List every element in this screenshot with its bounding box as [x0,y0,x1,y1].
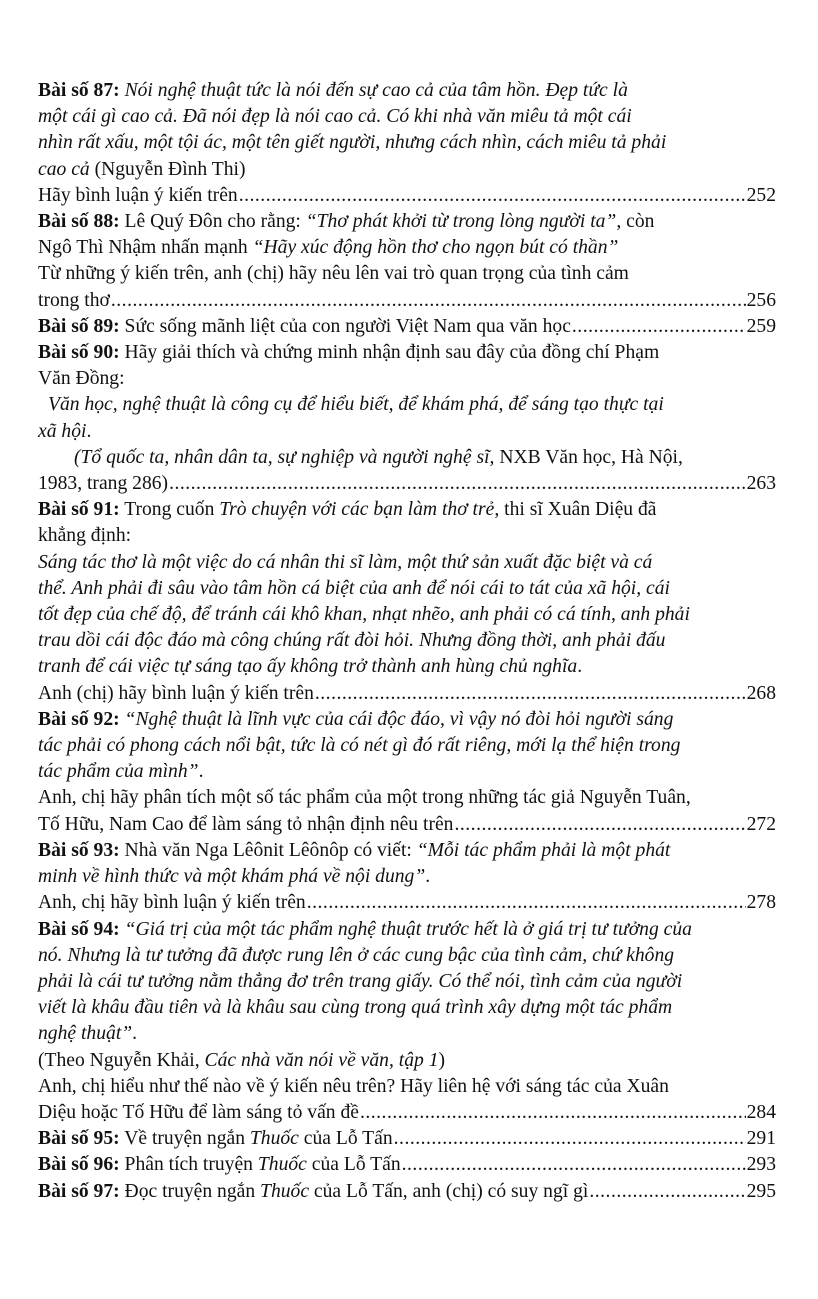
entry-text: Nhà văn Nga Lêônit Lêônôp có viết: [119,839,417,861]
source-title: (Tổ quốc ta, nhân dân ta, sự nghiệp và người nghệ sĩ, [74,446,495,468]
entry-task: Về truyện ngắn [119,1128,250,1150]
toc-line[interactable] [38,183,776,209]
toc-line[interactable] [38,288,776,314]
period: . [577,656,583,678]
leader-dots [394,1126,746,1152]
entry-task: của Lỗ Tấn [298,1128,393,1150]
entry-95 [38,1126,776,1152]
entry-text: Hãy giải thích và chứng minh nhận định sau đây của đồng chí Phạm [119,342,660,364]
quote-line: tốt đẹp của chế độ, để tránh cái khô khan, nhạt nhẽo, anh phải có cá tính, anh phải [38,604,690,626]
entry-text: Anh, chị hãy phân tích một số tác phẩm của một trong những tác giả Nguyễn Tuân, [38,787,691,809]
entry-93 [38,838,776,917]
toc-line[interactable] [38,471,776,497]
quote-line: nó. Nhưng là tư tưởng đã được rung lên ở các cung bậc của tình cảm, chứ không [38,944,675,966]
leader-dots [360,1100,746,1126]
period: . [198,761,204,783]
quote-line: cao cả [38,158,90,180]
quote-line: “Giá trị của một tác phẩm nghệ thuật trước hết là ở giá trị tư tưởng của [119,918,692,940]
leader-dots [572,314,746,340]
work-title: Thuốc [260,1180,310,1202]
toc-line[interactable] [38,681,776,707]
toc-line[interactable] [38,314,776,340]
page-number: 278 [746,892,776,914]
entry-task: trong thơ [38,289,110,311]
quote-line: phải là cái tư tưởng nằm thẳng đơ trên trang giấy. Có thể nói, tình cảm của người [38,970,683,992]
page-number: 263 [746,473,776,495]
page-number: 268 [746,682,776,704]
toc-page [38,78,776,1205]
quote-text: “Mỗi tác phẩm phải là một phát [416,839,671,861]
entry-label: Bài số 94: [38,918,120,940]
leader-dots [315,681,746,707]
quote-line: tranh để cái việc tự sáng tạo ấy không trở thành anh hùng chủ nghĩa [38,656,578,678]
period: . [132,1023,138,1045]
toc-line[interactable] [38,1152,776,1178]
quote-line: tác phẩm của mình” [38,761,199,783]
entry-task: 1983, trang 286) [38,473,169,495]
quote-text: “Thơ phát khởi từ trong lòng người ta” [305,211,617,233]
entry-task: Anh (chị) hãy bình luận ý kiến trên [38,682,314,704]
entry-92 [38,707,776,838]
quote-line: “Nghệ thuật là lĩnh vực của cái độc đáo, vì vậy nó đòi hỏi người sáng [119,708,674,730]
source-author: (Theo Nguyễn Khải, [38,1049,205,1071]
page-number: 295 [746,1180,776,1202]
entry-label: Bài số 87: [38,80,120,101]
page-number: 259 [746,315,776,337]
entry-task: Phân tích truyện [119,1154,258,1176]
entry-91 [38,497,776,707]
entry-task: của Lỗ Tấn, anh (chị) có suy ngĩ gì [309,1180,589,1202]
leader-dots [169,471,746,497]
leader-dots [307,890,746,916]
entry-task: Diệu hoặc Tố Hữu để làm sáng tỏ vấn đề [38,1101,359,1123]
entry-text: khẳng định: [38,525,132,547]
entry-text: Từ những ý kiến trên, anh (chị) hãy nêu lên vai trò quan trọng của tình cảm [38,263,629,285]
entry-text: , còn [616,211,655,233]
leader-dots [454,812,745,838]
quote-line: Văn học, nghệ thuật là công cụ để hiểu biết, để khám phá, để sáng tạo thực tại [48,394,664,416]
entry-label: Bài số 91: [38,499,120,521]
entry-text: Văn Đồng: [38,368,125,390]
entry-task: Anh, chị hãy bình luận ý kiến trên [38,892,306,914]
source-title: Các nhà văn nói về văn, tập 1 [204,1049,439,1071]
source-publisher: NXB Văn học, Hà Nội, [494,446,683,468]
work-title: Thuốc [257,1154,307,1176]
entry-label: Bài số 89: [38,315,120,337]
entry-text: Anh, chị hiểu như thế nào về ý kiến nêu trên? Hãy liên hệ với sáng tác của Xuân [38,1075,669,1097]
entry-89 [38,314,776,340]
quote-text: minh về hình thức và một khám phá về nội dung” [38,866,426,888]
page-number: 272 [746,813,776,835]
entry-90 [38,340,776,497]
entry-label: Bài số 88: [38,211,120,233]
entry-label: Bài số 95: [38,1128,120,1150]
quote-line: một cái gì cao cả. Đã nói đẹp là nói cao cả. Có khi nhà văn miêu tả một cái [38,106,632,128]
quote-line: viết là khâu đầu tiên và là khâu sau cùng trong quá trình xây dựng một tác phẩm [38,997,673,1019]
entry-task: Sức sống mãnh liệt của con người Việt Nam qua văn học [119,315,571,337]
toc-line[interactable] [38,1126,776,1152]
entry-task: Tố Hữu, Nam Cao để làm sáng tỏ nhận định nêu trên [38,813,454,835]
page-number: 291 [746,1128,776,1150]
entry-88 [38,209,776,314]
quote-line: trau dồi cái độc đáo mà công chúng rất đòi hỏi. Nhưng đồng thời, anh phải đấu [38,630,666,652]
quote-line: nghệ thuật” [38,1023,133,1045]
entry-label: Bài số 97: [38,1180,120,1202]
quote-line: Sáng tác thơ là một việc do cá nhân thi sĩ làm, một thứ sản xuất đặc biệt và cá [38,551,653,573]
book-title: Trò chuyện với các bạn làm thơ trẻ [219,499,495,521]
page-number: 252 [746,184,776,206]
toc-line[interactable] [38,890,776,916]
entry-text: Lê Quý Đôn cho rằng: [119,211,306,233]
toc-line[interactable] [38,812,776,838]
entry-97 [38,1179,776,1205]
work-title: Thuốc [249,1128,299,1150]
period: . [86,420,92,442]
toc-line[interactable] [38,1179,776,1205]
attribution: (Nguyễn Đình Thi) [89,158,246,180]
entry-task: của Lỗ Tấn [306,1154,401,1176]
entry-task: Đọc truyện ngắn [119,1180,261,1202]
leader-dots [589,1179,745,1205]
entry-label: Bài số 96: [38,1154,120,1176]
entry-label: Bài số 93: [38,839,120,861]
entry-label: Bài số 90: [38,342,120,364]
period: . [425,866,431,888]
entry-label: Bài số 92: [38,708,120,730]
entry-text: Ngô Thì Nhậm nhấn mạnh [38,237,253,259]
quote-line: nhìn rất xấu, một tội ác, một tên giết người, nhưng cách nhìn, cách miêu tả phải [38,132,667,154]
leader-dots [239,183,746,209]
entry-87 [38,78,776,209]
page-number: 293 [746,1154,776,1176]
quote-line: thể. Anh phải đi sâu vào tâm hồn cá biệt của anh để nói cái to tát của xã hội, cái [38,577,670,599]
quote-line: xã hội [38,420,87,442]
entry-text: , thi sĩ Xuân Diệu đã [494,499,657,521]
source-end: ) [438,1049,446,1071]
entry-96 [38,1152,776,1178]
quote-line: tác phải có phong cách nổi bật, tức là có nét gì đó rất riêng, mới lạ thể hiện trong [38,735,681,757]
leader-dots [111,288,746,314]
page-number: 256 [746,289,776,311]
entry-text: Trong cuốn [119,499,220,521]
quote-line: Nói nghệ thuật tức là nói đến sự cao cả của tâm hồn. Đẹp tức là [124,80,628,101]
toc-line[interactable] [38,1100,776,1126]
page-number: 284 [746,1101,776,1123]
entry-94 [38,917,776,1127]
leader-dots [402,1152,746,1178]
quote-text: “Hãy xúc động hồn thơ cho ngọn bút có thần” [252,237,619,259]
entry-task: Hãy bình luận ý kiến trên [38,184,238,206]
